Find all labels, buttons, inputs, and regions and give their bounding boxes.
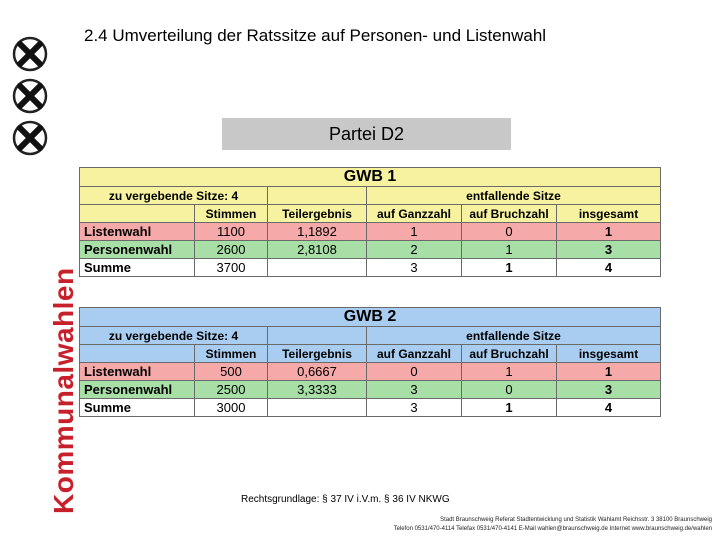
cell-insgesamt: 1 (557, 223, 661, 241)
legal-basis: Rechtsgrundlage: § 37 IV i.V.m. § 36 IV NKWG (241, 494, 450, 505)
party-label: Partei D2 (222, 118, 511, 150)
sidebar (0, 0, 79, 540)
cell-ganzzahl: 3 (367, 259, 462, 277)
cell-stimmen: 500 (195, 363, 268, 381)
ballot-cross-icon (12, 120, 48, 156)
col-insgesamt: insgesamt (557, 345, 661, 363)
row-label: Listenwahl (80, 363, 195, 381)
row-label: Personenwahl (80, 241, 195, 259)
cell-insgesamt: 4 (557, 259, 661, 277)
cell-insgesamt: 3 (557, 241, 661, 259)
gwb2-table (79, 307, 661, 417)
cell-stimmen: 3000 (195, 399, 268, 417)
cell-bruchzahl: 1 (462, 241, 557, 259)
table-row (80, 399, 661, 417)
dropping-seats-header: entfallende Sitze (367, 327, 661, 345)
cell-teilergebnis: 2,8108 (268, 241, 367, 259)
col-insgesamt: insgesamt (557, 205, 661, 223)
cell-bruchzahl: 1 (462, 399, 557, 417)
vertical-title: Kommunalwahlen (48, 267, 79, 514)
ballot-cross-icon (12, 78, 48, 114)
cell-ganzzahl: 3 (367, 399, 462, 417)
seats-to-assign: zu vergebende Sitze: 4 (80, 327, 268, 345)
dropping-seats-header: entfallende Sitze (367, 187, 661, 205)
cell-ganzzahl: 1 (367, 223, 462, 241)
col-stimmen: Stimmen (195, 205, 268, 223)
col-teilergebnis: Teilergebnis (268, 205, 367, 223)
cell-insgesamt: 1 (557, 363, 661, 381)
cell-teilergebnis: 1,1892 (268, 223, 367, 241)
cell-teilergebnis (268, 259, 367, 277)
row-label: Summe (80, 399, 195, 417)
row-label: Summe (80, 259, 195, 277)
cell-ganzzahl: 0 (367, 363, 462, 381)
col-teilergebnis: Teilergebnis (268, 345, 367, 363)
table-row (80, 241, 661, 259)
table-title: GWB 1 (80, 168, 661, 187)
row-label: Personenwahl (80, 381, 195, 399)
cell-bruchzahl: 1 (462, 259, 557, 277)
row-label: Listenwahl (80, 223, 195, 241)
cell-teilergebnis: 0,6667 (268, 363, 367, 381)
gwb1-table (79, 167, 661, 277)
col-ganzzahl: auf Ganzzahl (367, 205, 462, 223)
col-ganzzahl: auf Ganzzahl (367, 345, 462, 363)
ballot-cross-icon (12, 36, 48, 72)
table-row (80, 259, 661, 277)
seats-to-assign: zu vergebende Sitze: 4 (80, 187, 268, 205)
cell-stimmen: 3700 (195, 259, 268, 277)
cell-stimmen: 1100 (195, 223, 268, 241)
footer-contact: Telefon 0531/470-4114 Telefax 0531/470-4141 E-Mail wahlen@braunschweig.de Internet www.braunschweig.de/wahlen (393, 526, 712, 532)
cell-ganzzahl: 3 (367, 381, 462, 399)
cell-stimmen: 2600 (195, 241, 268, 259)
page-title: 2.4 Umverteilung der Ratssitze auf Personen- und Listenwahl (84, 26, 547, 45)
cell-teilergebnis: 3,3333 (268, 381, 367, 399)
footer-address: Stadt Braunschweig Referat Stadtentwicklung und Statistik Wahlamt Reichsstr. 3 38100 Braunschweig (440, 517, 712, 523)
table-row (80, 363, 661, 381)
cell-bruchzahl: 0 (462, 223, 557, 241)
cell-bruchzahl: 1 (462, 363, 557, 381)
table-row (80, 381, 661, 399)
cell-stimmen: 2500 (195, 381, 268, 399)
cell-bruchzahl: 0 (462, 381, 557, 399)
table-title: GWB 2 (80, 308, 661, 327)
col-stimmen: Stimmen (195, 345, 268, 363)
col-bruchzahl: auf Bruchzahl (462, 345, 557, 363)
cell-ganzzahl: 2 (367, 241, 462, 259)
cell-teilergebnis (268, 399, 367, 417)
cell-insgesamt: 3 (557, 381, 661, 399)
table-row (80, 223, 661, 241)
cell-insgesamt: 4 (557, 399, 661, 417)
col-bruchzahl: auf Bruchzahl (462, 205, 557, 223)
